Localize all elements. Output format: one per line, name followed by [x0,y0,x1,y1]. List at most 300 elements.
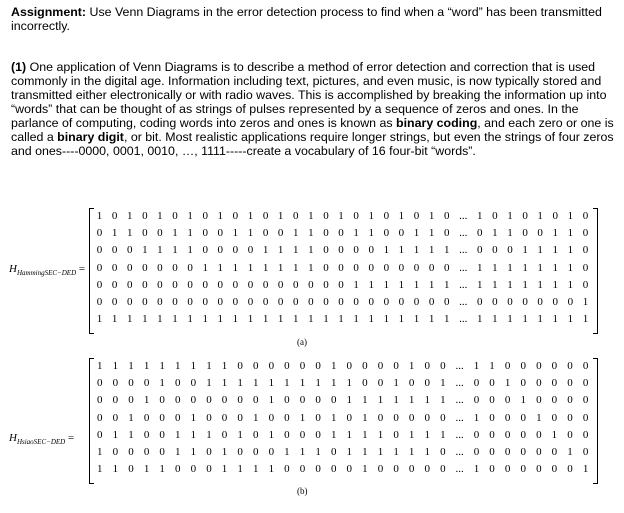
matrix-cell: 1 [362,394,368,407]
matrix-cell: 1 [97,463,103,476]
matrix-cell: 0 [428,296,435,308]
matrix-cell: 1 [159,360,165,372]
matrix-cell: 1 [582,463,589,476]
matrix-cell: 1 [473,411,480,424]
matrix-cell: ... [455,411,464,424]
matrix-cell: ... [455,428,464,441]
matrix-cell: 0 [111,210,118,222]
matrix-cell: 0 [473,446,480,458]
matrix-cell: 0 [157,227,163,240]
matrix-cell: 1 [217,313,224,326]
matrix-cell: 0 [126,278,133,291]
matrix-cell: 1 [428,278,435,291]
intro-paragraph [11,60,615,158]
matrix-cell: 1 [346,446,353,458]
matrix-cell: 1 [383,244,390,257]
matrix-cell: 0 [424,411,431,424]
term-binary-coding: binary coding [396,116,478,130]
matrix-cell: 1 [440,377,446,390]
matrix-cell: 0 [368,244,374,257]
matrix-cell: 0 [383,261,390,274]
matrix-cell: 1 [126,313,133,326]
matrix-cell: 0 [346,411,353,424]
matrix-cell: 0 [237,446,243,458]
matrix-cell: 1 [128,411,134,424]
matrix-cell: 0 [353,244,359,257]
matrix-cell: 1 [299,446,306,458]
matrix-cell: 0 [507,244,513,257]
matrix-cell: 1 [247,210,254,222]
matrix-cell: 0 [413,261,420,274]
matrix-cell: 1 [175,446,181,458]
matrix-row [92,296,593,308]
matrix-cell: 1 [567,244,574,257]
matrix-cell: 1 [293,313,299,326]
matrix-cell: 1 [440,394,446,407]
matrix-row [92,279,593,291]
matrix-cell: 1 [413,313,420,326]
matrix-cell: 0 [112,394,119,407]
matrix-row [92,429,593,441]
matrix-cell: 0 [536,360,542,372]
matrix-cell: 0 [551,377,558,390]
matrix-cell: 0 [187,278,193,291]
matrix-row [92,262,593,274]
matrix-cell: 0 [408,411,415,424]
matrix-cell: 0 [507,296,513,308]
matrix-cell: 1 [262,244,269,257]
matrix-cell: 1 [262,313,269,326]
matrix-cell: 0 [206,394,212,407]
matrix-cell: 0 [175,394,181,407]
matrix-cell: 0 [221,411,228,424]
matrix-cell: 1 [567,227,574,240]
matrix-cell: 1 [408,360,415,372]
matrix-cell: 0 [157,278,163,291]
matrix-cell: 1 [567,261,574,274]
matrix-cell: 1 [277,210,284,222]
matrix-cell: 0 [315,463,321,476]
matrix-cell: 0 [237,411,243,424]
matrix-cell: 1 [308,244,314,257]
matrix-cell: 0 [247,244,254,257]
matrix-cell: 0 [277,278,284,291]
matrix-cell: 1 [221,463,228,476]
matrix-cell: 0 [217,278,224,291]
matrix-cell: 1 [362,463,368,476]
matrix-cell: 1 [190,428,197,441]
matrix-cell: 1 [383,278,390,291]
matrix-cell: 1 [97,446,103,458]
matrix-cell: 1 [428,227,435,240]
matrix-cell: 0 [252,360,259,372]
matrix-cell: 1 [522,261,528,274]
matrix-cell: 1 [112,428,119,441]
matrix-cell: 0 [504,360,511,372]
matrix-cell: 0 [111,296,118,308]
matrix-cell: 0 [284,428,290,441]
matrix-cell: 0 [232,296,239,308]
matrix-cell: 0 [268,446,275,458]
matrix-cell: 1 [175,428,181,441]
matrix-cell: 1 [252,377,259,390]
matrix-cell: 0 [323,296,329,308]
matrix-cell: 0 [383,296,390,308]
matrix-cell: 0 [112,411,119,424]
matrix-cell: ... [459,227,468,240]
matrix-cell: 1 [142,244,148,257]
matrix-cell: 1 [377,428,384,441]
matrix-cell: 1 [567,278,574,291]
matrix-cell: 0 [520,446,526,458]
matrix-cell: 0 [112,377,119,390]
matrix-row [92,412,593,424]
matrix-cell: 0 [202,296,208,308]
matrix-cell: 0 [159,411,165,424]
matrix-cell: 0 [237,360,243,372]
matrix-cell: 1 [408,428,415,441]
matrix-cell: 0 [175,463,181,476]
matrix-cell: 0 [551,394,558,407]
matrix-row [92,313,593,325]
matrix-cell: 1 [552,244,559,257]
matrix-cell: 0 [520,463,526,476]
matrix-cell: 1 [443,313,450,326]
matrix-cell: 1 [537,244,543,257]
matrix-cell: 1 [217,261,224,274]
matrix-cell: 1 [111,313,118,326]
matrix-cell: 0 [346,360,353,372]
matrix-cell: 0 [368,296,374,308]
matrix-cell: 0 [393,428,399,441]
matrix-cell: 0 [582,261,589,274]
matrix-cell: 0 [413,210,420,222]
matrix-cell: 0 [175,377,181,390]
matrix-cell: 0 [126,261,133,274]
matrix-cell: 0 [504,428,511,441]
matrix-cell: 1 [237,463,243,476]
matrix-cell: 0 [308,296,314,308]
matrix-cell: 0 [299,360,306,372]
matrix-cell: 0 [424,463,431,476]
matrix-cell: 0 [383,210,390,222]
matrix-cell: 0 [172,278,178,291]
matrix-cell: 1 [96,210,103,222]
matrix-cell: 0 [567,394,573,407]
matrix-cell: 0 [582,244,589,257]
matrix-cell: 1 [443,244,450,257]
matrix-cell: 1 [142,313,148,326]
matrix-cell: 0 [247,296,254,308]
matrix-cell: 0 [293,210,299,222]
matrix-cell: 1 [172,244,178,257]
matrix-cell: 0 [398,227,405,240]
matrix-cell: 0 [537,296,543,308]
matrix-cell: 1 [492,261,498,274]
matrix-cell: 0 [252,394,259,407]
matrix-cell: 1 [143,394,150,407]
matrix-cell: 1 [552,227,559,240]
matrix-cell: 0 [536,463,542,476]
matrix-row [92,377,593,389]
matrix-cell: 0 [252,446,259,458]
matrix-cell: 0 [202,210,208,222]
matrix-cell: 0 [504,394,511,407]
matrix-cell: 0 [159,446,165,458]
matrix-cell: 0 [338,261,344,274]
matrix-cell: 1 [536,411,542,424]
matrix-cell: 0 [221,428,228,441]
matrix-cell: 0 [111,278,118,291]
matrix-cell: 1 [247,313,254,326]
matrix-cell: 0 [262,296,269,308]
matrix-cell: 1 [507,210,513,222]
matrix-cell: 1 [398,210,405,222]
matrix-cell: 1 [232,227,239,240]
matrix-cell: 0 [206,446,212,458]
matrix-cell: 0 [362,360,368,372]
matrix-cell: 0 [473,428,480,441]
matrix-cell: 0 [346,463,353,476]
matrix-cell: 1 [440,428,446,441]
matrix-cell: 1 [428,210,435,222]
matrix-cell: 0 [520,428,526,441]
matrix-cell: 1 [393,446,399,458]
matrix-cell: 0 [111,261,118,274]
matrix-cell: 1 [172,313,178,326]
matrix-cell: 0 [293,296,299,308]
matrix-cell: 0 [537,227,543,240]
matrix-cell: 0 [299,463,306,476]
matrix-row [92,463,593,475]
matrix-row [92,394,593,406]
matrix-cell: 0 [142,210,148,222]
matrix-cell: 0 [567,377,573,390]
matrix-cell: 0 [477,244,483,257]
matrix-cell: 0 [157,296,163,308]
matrix-cell: 0 [97,428,103,441]
matrix-cell: 1 [143,463,150,476]
matrix-cell: 1 [377,446,384,458]
matrix-cell: 1 [552,261,559,274]
matrix-cell: 1 [346,428,353,441]
matrix-cell: 1 [187,244,193,257]
matrix-cell: 0 [368,261,374,274]
matrix-cell: 1 [111,227,118,240]
matrix-cell: 1 [393,377,399,390]
matrix-row [92,244,593,256]
assignment-label: Assignment: [11,5,87,19]
matrix-cell: 1 [473,360,480,372]
matrix-cell: 0 [398,296,405,308]
matrix-cell: 1 [221,446,228,458]
matrix-cell: 0 [128,377,134,390]
matrix-cell: 0 [504,463,511,476]
matrix-row [92,446,593,458]
matrix-cell: 0 [190,463,197,476]
matrix-cell: ... [459,210,468,222]
matrix-row [92,210,593,222]
matrix-cell: 0 [567,428,573,441]
matrix-cell: 1 [293,261,299,274]
matrix-cell: ... [459,296,468,308]
matrix-cell: 1 [330,428,337,441]
matrix-cell: 0 [217,296,224,308]
matrix-cell: 1 [507,278,513,291]
matrix-cell: 0 [582,394,589,407]
matrix-cell: 1 [477,313,483,326]
matrix-cell: 0 [221,394,228,407]
matrix-row [92,360,593,372]
matrix-cell: 0 [520,411,526,424]
matrix-cell: 1 [393,394,399,407]
matrix-cell: 1 [346,377,353,390]
matrix-cell: 0 [393,463,399,476]
matrix-cell: 0 [277,227,284,240]
matrix-cell: 1 [159,463,165,476]
matrix-cell: 0 [262,210,269,222]
matrix-cell: 0 [252,428,259,441]
matrix-cell: 1 [362,411,368,424]
matrix-cell: 0 [96,261,103,274]
matrix-cell: 1 [492,278,498,291]
matrix-cell: 0 [172,210,178,222]
matrix-cell: 0 [187,261,193,274]
matrix-cell: 0 [330,394,337,407]
matrix-cell: 1 [157,313,163,326]
matrix-cell: 0 [440,446,446,458]
matrix-cell: 1 [126,210,133,222]
matrix-cell: 0 [567,411,573,424]
matrix-cell: 0 [552,210,559,222]
matrix-cell: 1 [428,313,435,326]
matrix-cell: 1 [477,261,483,274]
matrix-cell: 0 [126,244,133,257]
matrix-cell: 0 [522,227,528,240]
matrix-cell: 1 [368,210,374,222]
matrix-cell: 0 [142,261,148,274]
matrix-cell: 0 [338,227,344,240]
matrix-cell: 1 [293,244,299,257]
matrix-cell: 1 [277,313,284,326]
matrix-cell: 0 [489,428,495,441]
matrix-cell: 0 [443,227,450,240]
matrix-cell: 1 [368,313,374,326]
matrix-cell: 1 [368,227,374,240]
matrix-b-caption: (b) [297,486,308,496]
matrix-cell: 0 [323,261,329,274]
matrix-cell: 1 [338,210,344,222]
matrix-cell: 1 [504,377,511,390]
matrix-cell: 1 [308,210,314,222]
matrix-cell: 1 [159,377,165,390]
matrix-cell: 0 [232,210,239,222]
matrix-cell: 0 [489,377,495,390]
matrix-cell: 0 [504,446,511,458]
matrix-cell: 1 [424,428,431,441]
matrix-cell: 0 [377,463,384,476]
matrix-cell: 1 [492,227,498,240]
assignment-heading [11,5,615,33]
matrix-cell: 1 [522,278,528,291]
matrix-cell: 0 [362,377,368,390]
matrix-cell: 0 [97,411,103,424]
matrix-cell: 0 [142,296,148,308]
matrix-a-caption: (a) [297,337,307,347]
matrix-cell: 0 [299,394,306,407]
matrix-cell: 0 [112,446,119,458]
matrix-cell: 0 [262,278,269,291]
matrix-cell: 1 [187,313,193,326]
matrix-cell: 0 [126,296,133,308]
matrix-cell: 1 [206,428,212,441]
matrix-cell: 0 [159,428,165,441]
matrix-cell: 1 [268,377,275,390]
matrix-cell: 0 [443,296,450,308]
matrix-cell: 1 [346,394,353,407]
matrix-cell: 1 [112,360,119,372]
matrix-cell: 1 [97,360,103,372]
matrix-cell: 0 [323,210,329,222]
matrix-cell: 0 [413,296,420,308]
matrix-cell: 1 [157,210,163,222]
matrix-b-right-bracket [593,358,598,484]
matrix-cell: 1 [408,446,415,458]
matrix-cell: 0 [157,261,163,274]
matrix-cell: 0 [323,278,329,291]
matrix-cell: 0 [504,411,511,424]
paragraph-part2: , and each zero or one is called a [11,116,614,144]
matrix-cell: 1 [299,377,306,390]
matrix-cell: 1 [252,463,259,476]
matrix-cell: 0 [338,278,344,291]
matrix-cell: 0 [492,210,498,222]
matrix-cell: 1 [308,261,314,274]
assignment-text: Use Venn Diagrams in the error detection process to find when a “word” has been transmitted incorrectly. [11,5,602,33]
matrix-cell: 0 [520,360,526,372]
matrix-cell: 1 [284,446,290,458]
matrix-cell: 0 [398,261,405,274]
matrix-cell: 0 [408,463,415,476]
matrix-cell: 1 [507,313,513,326]
matrix-cell: 1 [293,227,299,240]
matrix-cell: 0 [128,446,134,458]
matrix-cell: 1 [567,210,574,222]
matrix-cell: 0 [315,411,321,424]
matrix-cell: 0 [111,244,118,257]
matrix-cell: 1 [477,278,483,291]
matrix-cell: 1 [330,360,337,372]
matrix-cell: 1 [157,244,163,257]
matrix-cell: 0 [172,296,178,308]
matrix-cell: 0 [190,394,197,407]
matrix-cell: 1 [428,244,435,257]
matrix-cell: 1 [522,244,528,257]
matrix-cell: 0 [582,411,589,424]
matrix-cell: 0 [536,377,542,390]
matrix-cell: 0 [582,210,589,222]
matrix-cell: 0 [323,244,329,257]
matrix-cell: 0 [552,296,559,308]
matrix-cell: 1 [247,227,254,240]
matrix-cell: 0 [443,210,450,222]
matrix-cell: 1 [377,394,384,407]
matrix-cell: 0 [202,227,208,240]
matrix-cell: 1 [284,377,290,390]
matrix-cell: 1 [413,244,420,257]
matrix-cell: 0 [330,446,337,458]
matrix-cell: 0 [377,360,384,372]
